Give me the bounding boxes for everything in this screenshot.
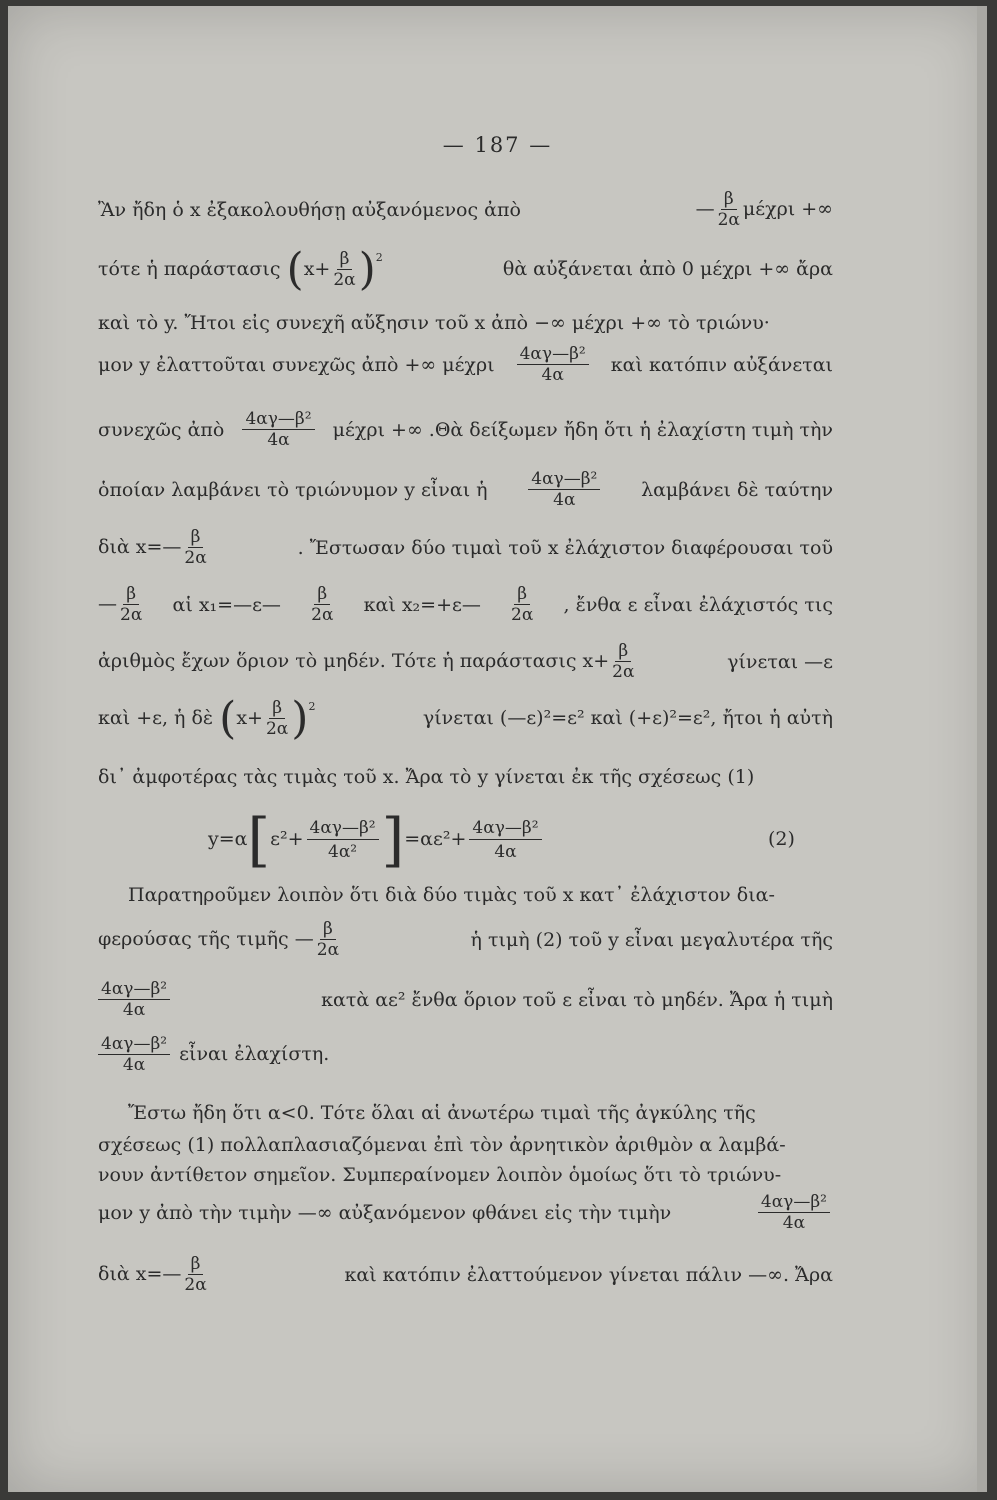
fraction: $\frac{\beta}{2\alpha}$	[120, 584, 143, 625]
fraction: $\frac{\beta}{2\alpha}$	[265, 697, 289, 739]
fraction: $\frac{\beta}{2\alpha}$	[184, 1254, 207, 1295]
text: καὶ κατόπιν ἐλαττούμενον γίνεται πάλιν —∞. Ἄρα	[344, 1263, 833, 1286]
text: καὶ κατόπιν αὐξάνεται	[610, 353, 833, 376]
text-line	[98, 529, 833, 567]
text: φερούσας τῆς τιμῆς —	[98, 928, 314, 950]
text: διὰ x=—	[98, 1263, 182, 1285]
fraction: $\frac{\text{4αγ—β²}}{4\alpha}$	[98, 981, 170, 1019]
text-line: Ἂν ἤδη ὁ x ἐξακολουθήσῃ αὐξανόμενος ἀπὸ — $\frac{\beta}{2\alpha}$ μέχρι +∞	[98, 189, 833, 230]
fraction: $\frac{\text{4αγ—β²}}{4\alpha}$	[758, 1194, 830, 1232]
text: δι᾽ ἀμφοτέρας τὰς τιμὰς τοῦ x. Ἄρα τὸ y γίνεται ἐκ τῆς σχέσεως (1)	[98, 766, 755, 788]
fraction: $\frac{\beta}{2\alpha}$	[184, 527, 207, 568]
exponent: 2	[375, 250, 383, 264]
text-line	[98, 921, 833, 959]
text-line: καὶ +ε, ἡ δὲ (x+ $\frac{\beta}{2\alpha}$ )$^2$ γίνεται (—ε)²=ε² καὶ (+ε)²=ε², ἤτοι ἡ αὐτὴ	[98, 693, 833, 744]
text-line	[98, 1256, 833, 1294]
text: εἶναι ἐλαχίστη.	[179, 1043, 330, 1065]
text: γίνεται (—ε)²=ε² καὶ (+ε)²=ε², ἤτοι ἡ αὐτὴ	[422, 707, 833, 730]
text-line	[98, 1166, 833, 1185]
fraction: $\frac{\beta}{2\alpha}$	[333, 248, 356, 290]
left-paren: (	[219, 693, 237, 744]
text: συνεχῶς ἀπὸ	[98, 418, 225, 441]
text-line	[98, 643, 833, 681]
text: αἱ x₁=—ε—	[172, 593, 281, 616]
text: Παρατηροῦμεν λοιπὸν ὅτι διὰ δύο τιμὰς τοῦ x κατ᾽ ἐλάχιστον δια-	[128, 884, 775, 906]
fraction: $\frac{\text{4αγ—β²}}{4\alpha}$	[517, 346, 589, 384]
text: τότε ἡ παράστασις	[98, 257, 281, 280]
right-paren: )	[358, 244, 376, 295]
right-paren: )	[291, 693, 309, 744]
text-line	[98, 1036, 833, 1074]
text-line	[98, 471, 833, 509]
equation-number: (2)	[768, 828, 795, 850]
text: κατὰ αε² ἔνθα ὅριον τοῦ ε εἶναι τὸ μηδέν. Ἄρα ἡ τιμὴ	[321, 988, 833, 1011]
text: . Ἔστωσαν δύο τιμαὶ τοῦ x ἐλάχιστον διαφέρουσαι τοῦ	[297, 536, 833, 559]
text: x+	[303, 257, 331, 280]
text-line	[98, 1194, 833, 1232]
text-line	[98, 768, 833, 787]
text: , ἔνθα ε εἶναι ἐλάχιστός τις	[563, 593, 833, 616]
text: καὶ x₂=+ε—	[363, 593, 481, 616]
text: γίνεται —ε	[727, 650, 833, 673]
page-number: — 187 —	[442, 133, 553, 157]
text: καὶ +ε, ἡ δὲ	[98, 706, 214, 729]
text: μέχρι +∞ .Θὰ δείξωμεν ἤδη ὅτι ἡ ἐλαχίστη τιμὴ τὴν	[332, 418, 833, 441]
text: Ἂν ἤδη ὁ x ἐξακολουθήσῃ αὐξανόμενος ἀπὸ	[98, 198, 521, 221]
display-equation: y=α[ε²+ $\frac{\text{4αγ—β²}}{\text{4α²}}$ ]=αε²+ $\frac{\text{4αγ—β²}}{4\alpha}$	[208, 814, 545, 866]
text-line	[98, 346, 833, 384]
text: διὰ x=—	[98, 536, 182, 558]
fraction: $\frac{\beta}{2\alpha}$	[717, 189, 740, 230]
text: καὶ τὸ y. Ἤτοι εἰς συνεχῆ αὔξησιν τοῦ x ἀπὸ −∞ μέχρι +∞ τὸ τριώνυ·	[98, 312, 770, 334]
fraction: $\frac{\beta}{2\alpha}$	[612, 641, 635, 682]
text: θὰ αὐξάνεται ἀπὸ 0 μέχρι +∞ ἄρα	[502, 258, 833, 281]
page-edge	[977, 6, 987, 1492]
fraction: $\frac{\beta}{2\alpha}$	[511, 584, 534, 625]
text-line: — $\frac{\beta}{2\alpha}$ αἱ x₁=—ε— $\frac{\beta}{2\alpha}$ καὶ x₂=+ε— $\frac{\beta}{2\alpha}$ , ἔνθα ε εἶναι ἐλάχιστός τις	[98, 584, 833, 625]
text: λαμβάνει δὲ ταύτην	[641, 478, 833, 501]
text-line	[98, 411, 833, 449]
text-line	[98, 314, 833, 333]
exponent: 2	[308, 699, 316, 713]
text: ἡ τιμὴ (2) τοῦ y εἶναι μεγαλυτέρα τῆς	[470, 928, 833, 951]
fraction: $\frac{\beta}{2\alpha}$	[316, 919, 340, 960]
text: Ἔστω ἤδη ὅτι α<0. Τότε ὅλαι αἱ ἀνωτέρω τιμαὶ τῆς ἀγκύλης τῆς	[128, 1102, 756, 1124]
fraction: $\frac{\beta}{2\alpha}$	[311, 584, 334, 625]
text-line	[98, 1136, 833, 1155]
left-paren: (	[286, 244, 304, 295]
text-line	[128, 886, 833, 905]
text: μον y ἀπὸ τὴν τιμὴν —∞ αὐξανόμενον φθάνει εἰς τὴν τιμὴν	[98, 1201, 672, 1224]
fraction: $\frac{\text{4αγ—β²}}{4\alpha}$	[98, 1036, 170, 1074]
text-line	[98, 244, 833, 295]
text: μέχρι +∞	[742, 198, 833, 220]
fraction: $\frac{\text{4αγ—β²}}{4\alpha}$	[528, 471, 600, 509]
book-page	[8, 6, 987, 1492]
text: μον y ἐλαττοῦται συνεχῶς ἀπὸ +∞ μέχρι	[98, 353, 495, 376]
text-line	[98, 981, 833, 1019]
text-line	[128, 1104, 833, 1123]
text: σχέσεως (1) πολλαπλασιαζόμεναι ἐπὶ τὸν ἀρνητικὸν ἀριθμὸν α λαμβά-	[98, 1134, 786, 1156]
fraction: $\frac{\text{4αγ—β²}}{4\alpha}$	[242, 411, 314, 449]
text: ὁποίαν λαμβάνει τὸ τριώνυμον y εἶναι ἡ	[98, 478, 488, 501]
text: νουν ἀντίθετον σημεῖον. Συμπεραίνομεν λοιπὸν ὁμοίως ὅτι τὸ τριώνυ-	[98, 1164, 782, 1186]
text: ἀριθμὸς ἔχων ὅριον τὸ μηδέν. Τότε ἡ παράστασις x+	[98, 650, 610, 672]
